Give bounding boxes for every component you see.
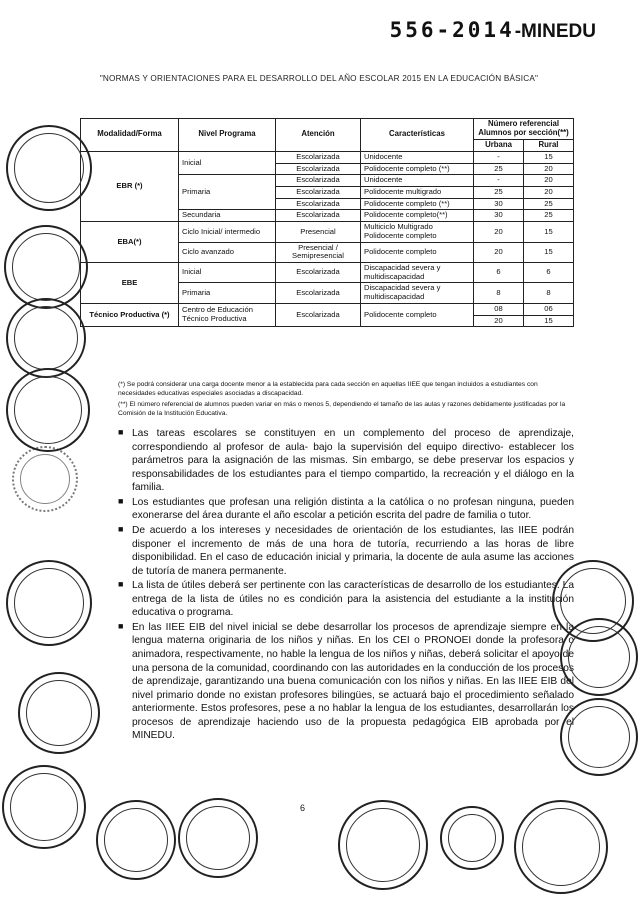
list-item-text: De acuerdo a los intereses y necesidades de orientación de los estudiantes, las IIEE podrán disponer el incremento de más de una hora de tutoría, recurriendo a las horas de libre disponibilidad. En el caso de educación inicial y primaria, la docente de aula asume las acciones de tutoría de manera permanente. [132,524,574,577]
header-rural: Rural [524,139,574,151]
visacion-stamp-ministerio [6,298,86,378]
cell-atencion: Escolarizada [276,210,361,222]
cell-rural-value: 15 [524,315,573,326]
cell-urbana: 6 [474,263,524,283]
list-item [118,621,574,743]
document-code [390,18,596,43]
students-per-section-table [80,118,574,327]
cell-atencion: Escolarizada [276,283,361,303]
cell-rural: 6 [524,263,574,283]
cell-urbana: 25 [474,163,524,175]
cell-modalidad-ebr: EBR (*) [81,151,179,221]
visacion-stamp-superior [6,368,90,452]
cell-atencion: Presencial [276,222,361,242]
list-item [118,579,574,620]
cell-urbana: 20 [474,242,524,262]
cell-urbana: - [474,175,524,187]
cell-caracteristicas: Polidocente completo (**) [361,198,474,210]
table-row [81,222,574,242]
resolution-number: 556-2014 [389,18,515,42]
table-row [81,303,574,326]
visacion-stamp-docente [4,225,88,309]
cell-urbana: 30 [474,198,524,210]
digete-stamp [18,672,100,754]
list-item-text: En las IIEE EIB del nivel inicial se debe desarrollar los procesos de aprendizaje siempre en la lengua materna originaria de los niños y niñas. En los CEI o PRONOEI donde la profesora o animadora, respectivamente, no hable la lengua de los niños y niñas, deberá solicitar el apoyo de una persona de la comunidad, coordinando con las autoridades en la conducción de los procesos de aprendizaje, garantizando una buena comunicación con los niños y niñas. En las IIEE EIB del nivel primario donde no existan profesores bilingües, se actuará bajo el procedimiento señalado anteriormente. Estos profesores, pese a no hablar la lengua de los estudiantes, desarrollarán los procesos de aprendizaje haciendo uso de la propuesta pedagógica EIB aprobada por el MINEDU. [132,621,574,742]
cell-rural: 20 [524,175,574,187]
cell-atencion: Escolarizada [276,303,361,326]
cell-caracteristicas: Unidocente [361,175,474,187]
table-row [81,151,574,163]
visacion-stamp-ebr-2 [6,560,92,646]
cell-rural-value: 06 [544,303,553,313]
visacion-stamp-ebr [6,125,92,211]
cell-urbana: 20 [474,222,524,242]
planificacion-stamp [560,698,638,776]
cell-urbana-value: 20 [474,315,523,326]
cell-rural: 15 [524,222,574,242]
cell-rural: 25 [524,198,574,210]
cell-atencion: Escolarizada [276,163,361,175]
cell-rural: 15 [524,242,574,262]
cell-nivel-primaria: Primaria [179,175,276,210]
cell-nivel: Primaria [179,283,276,303]
cell-nivel: Ciclo avanzado [179,242,276,262]
cell-nivel-inicial: Inicial [179,151,276,174]
bullet-icon: ■ [118,495,124,506]
visacion-stamp-inicial [338,800,428,890]
list-item [118,496,574,523]
table-header-row [81,119,574,140]
cell-urbana: - [474,151,524,163]
list-item [118,427,574,495]
cell-urbana: 25 [474,187,524,199]
list-item-text: Los estudiantes que profesan una religión distinta a la católica o no profesan ninguna, pueden exonerarse del área durante el año escolar a petición escrita del padre de familia o tutor. [132,496,574,522]
list-item [118,524,574,578]
header-modalidad: Modalidad/Forma [81,119,179,152]
header-caracteristicas: Características [361,119,474,152]
cell-atencion: Escolarizada [276,198,361,210]
header-atencion: Atención [276,119,361,152]
cell-urbana: 8 [474,283,524,303]
list-item-text: La lista de útiles deberá ser pertinente con las características de desarrollo de los estudiantes. La entrega de la lista de útiles no es condición para la asistencia del estudiante a la institución educativa o programa. [132,580,574,619]
cell-atencion: Presencial / Semipresencial [276,242,361,262]
cell-atencion: Escolarizada [276,187,361,199]
cell-rural [524,303,574,326]
document-subtitle: "NORMAS Y ORIENTACIONES PARA EL DESARROLLO DEL AÑO ESCOLAR 2015 EN LA EDUCACIÓN BÁSICA" [99,74,539,83]
cell-rural: 20 [524,187,574,199]
cell-caracteristicas: Discapacidad severa y multidiscapacidad [361,263,474,283]
cell-nivel-secundaria: Secundaria [179,210,276,222]
visacion-stamp-bottom-1 [96,800,176,880]
cell-caracteristicas: Discapacidad severa y multidiscapacidad [361,283,474,303]
bullet-icon: ■ [118,620,124,631]
visacion-stamp-intercultural [560,618,638,696]
resolution-suffix: -MINEDU [514,21,596,42]
cell-modalidad-eba: EBA(*) [81,222,179,263]
visacion-stamp-bottom-2 [178,798,258,878]
cell-caracteristicas: Polidocente completo [361,303,474,326]
visacion-stamp-primaria [514,800,608,894]
cell-caracteristicas: Polidocente completo(**) [361,210,474,222]
cell-rural: 20 [524,163,574,175]
cell-rural: 15 [524,151,574,163]
header-numero: Número referencial Alumnos por sección(**) [474,119,574,140]
guideline-list [118,427,574,744]
cell-urbana-value: 08 [494,303,503,313]
table-row [81,263,574,283]
list-item-text: Las tareas escolares se constituyen en un complemento del proceso de aprendizaje, correspondiendo al profesor de aula- bajo la supervisión del equipo directivo- establecer los parámetros para la asignación de las mismas. Sin embargo, se debe preservar los espacios y responsabilidades de los estudiantes para el tiempo compartido, la recreación y el diálogo en la familia. [132,428,574,494]
cell-modalidad-ebe: EBE [81,263,179,304]
cell-caracteristicas: Polidocente completo [361,242,474,262]
cell-caracteristicas: Unidocente [361,151,474,163]
cell-caracteristicas: Polidocente multigrado [361,187,474,199]
cell-caracteristicas: Polidocente completo (**) [361,163,474,175]
cell-rural: 8 [524,283,574,303]
bullet-icon: ■ [118,523,124,534]
note-2: (**) El número referencial de alumnos pueden variar en más o menos 5, dependiendo el tamaño de las aulas y razones debidamente justificadas por la Comisión de la Institución Educativa. [118,400,566,417]
bullet-icon: ■ [118,427,124,437]
bullet-icon: ■ [118,579,124,590]
cell-atencion: Escolarizada [276,263,361,283]
cell-nivel: Inicial [179,263,276,283]
visacion-stamp-ebr-3 [2,765,86,849]
cell-rural: 25 [524,210,574,222]
header-nivel: Nivel Programa [179,119,276,152]
cell-atencion: Escolarizada [276,175,361,187]
cell-nivel: Ciclo Inicial/ intermedio [179,222,276,242]
cell-atencion: Escolarizada [276,151,361,163]
cell-modalidad-tp: Técnico Productiva (*) [81,303,179,326]
cell-urbana: 30 [474,210,524,222]
cell-nivel: Centro de Educación Técnico Productiva [179,303,276,326]
cell-caracteristicas: Multiciclo Multigrado Polidocente completo [361,222,474,242]
page-number: 6 [300,803,306,813]
faint-stamp [12,446,78,512]
cell-urbana [474,303,524,326]
ministerio-stamp-bottom [440,806,504,870]
table-notes [118,381,573,420]
header-urbana: Urbana [474,139,524,151]
note-1: (*) Se podrá considerar una carga docente menor a la establecida para cada sección en aquellas IIEE que tengan incluidos a estudiantes con necesidades educativas especiales asociadas a discapacidad. [118,381,538,397]
